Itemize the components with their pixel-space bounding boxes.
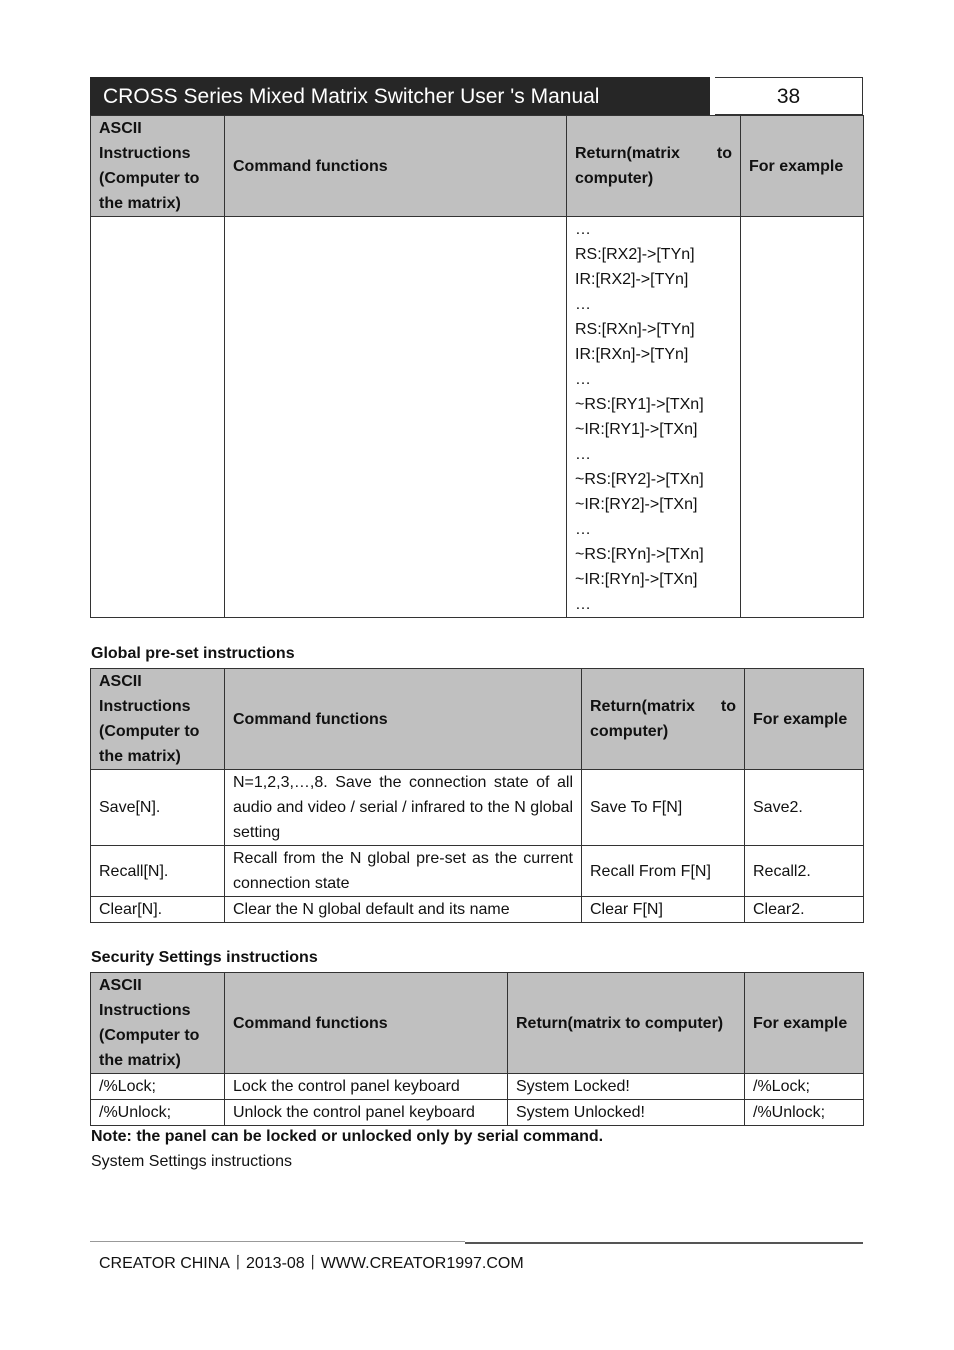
functions-header: Command functions <box>225 669 582 770</box>
page-header <box>90 77 863 115</box>
return-line: … <box>575 446 591 463</box>
return-header: Return(matrix to computer) <box>582 669 745 770</box>
ex-cell: Recall2. <box>745 846 864 897</box>
example-header: For example <box>745 669 864 770</box>
ret-cell: Save To F[N] <box>582 770 745 846</box>
security-section-title: Security Settings instructions <box>91 949 318 966</box>
example-header: For example <box>745 973 864 1074</box>
footer-divider-accent <box>465 1242 863 1244</box>
cmd-cell: Recall[N]. <box>91 846 225 897</box>
return-header: Return(matrix to computer) <box>567 116 741 217</box>
table-row <box>91 1100 864 1126</box>
return-header: Return(matrix to computer) <box>508 973 745 1074</box>
return-line: IR:[RX2]->[TYn] <box>575 271 689 288</box>
func-cell: Recall from the N global pre-set as the current connection state <box>225 846 582 897</box>
functions-header: Command functions <box>225 116 567 217</box>
ascii-header: ASCII Instructions (Computer to the matrix) <box>91 669 225 770</box>
table-header-row <box>91 669 864 770</box>
table-row <box>91 770 864 846</box>
return-line: … <box>575 596 591 613</box>
return-line: … <box>575 296 591 313</box>
cmd-cell: Clear[N]. <box>91 897 225 923</box>
table-header-row <box>91 116 864 217</box>
page-number: 38 <box>715 77 863 115</box>
cmd-cell: Save[N]. <box>91 770 225 846</box>
func-cell: Unlock the control panel keyboard <box>225 1100 508 1126</box>
return-line: RS:[RX2]->[TYn] <box>575 246 695 263</box>
ret-cell: Recall From F[N] <box>582 846 745 897</box>
continuation-table <box>90 115 864 618</box>
table-row <box>91 846 864 897</box>
ret-cell: System Locked! <box>508 1074 745 1100</box>
ex-cell: /%Lock; <box>745 1074 864 1100</box>
return-line: IR:[RXn]->[TYn] <box>575 346 689 363</box>
security-table <box>90 972 864 1126</box>
func-cell: Clear the N global default and its name <box>225 897 582 923</box>
return-line: ~RS:[RY2]->[TXn] <box>575 471 704 488</box>
ex-cell: Save2. <box>745 770 864 846</box>
table-row <box>91 1074 864 1100</box>
example-header: For example <box>741 116 864 217</box>
func-cell: N=1,2,3,…,8. Save the connection state of all audio and video / serial / infrared to the N global setting <box>225 770 582 846</box>
ex-cell: /%Unlock; <box>745 1100 864 1126</box>
func-cell: Lock the control panel keyboard <box>225 1074 508 1100</box>
return-line: … <box>575 221 591 238</box>
note-text: Note: the panel can be locked or unlocked only by serial command. <box>91 1128 604 1145</box>
return-line: RS:[RXn]->[TYn] <box>575 321 695 338</box>
cmd-cell: /%Unlock; <box>91 1100 225 1126</box>
footer-text: CREATOR CHINA丨2013-08丨WWW.CREATOR1997.COM <box>99 1255 524 1272</box>
ascii-header: ASCII Instructions (Computer to the matrix) <box>91 973 225 1074</box>
return-line: … <box>575 521 591 538</box>
global-table <box>90 668 864 923</box>
ex-cell: Clear2. <box>745 897 864 923</box>
footer-divider <box>90 1241 465 1242</box>
return-list-cell <box>567 217 741 618</box>
return-line: ~IR:[RY2]->[TXn] <box>575 496 698 513</box>
return-line: ~RS:[RY1]->[TXn] <box>575 396 704 413</box>
cmd-cell: /%Lock; <box>91 1074 225 1100</box>
return-line: … <box>575 371 591 388</box>
return-line: ~RS:[RYn]->[TXn] <box>575 546 704 563</box>
return-line: ~IR:[RY1]->[TXn] <box>575 421 698 438</box>
system-settings-heading: System Settings instructions <box>91 1153 292 1170</box>
ascii-header: ASCII Instructions (Computer to the matrix) <box>91 116 225 217</box>
ret-cell: Clear F[N] <box>582 897 745 923</box>
functions-header: Command functions <box>225 973 508 1074</box>
return-line: ~IR:[RYn]->[TXn] <box>575 571 698 588</box>
table-header-row <box>91 973 864 1074</box>
manual-title: CROSS Series Mixed Matrix Switcher User 's Manual <box>90 77 710 115</box>
table-row <box>91 897 864 923</box>
ret-cell: System Unlocked! <box>508 1100 745 1126</box>
global-section-title: Global pre-set instructions <box>91 645 295 662</box>
table-row <box>91 217 864 618</box>
